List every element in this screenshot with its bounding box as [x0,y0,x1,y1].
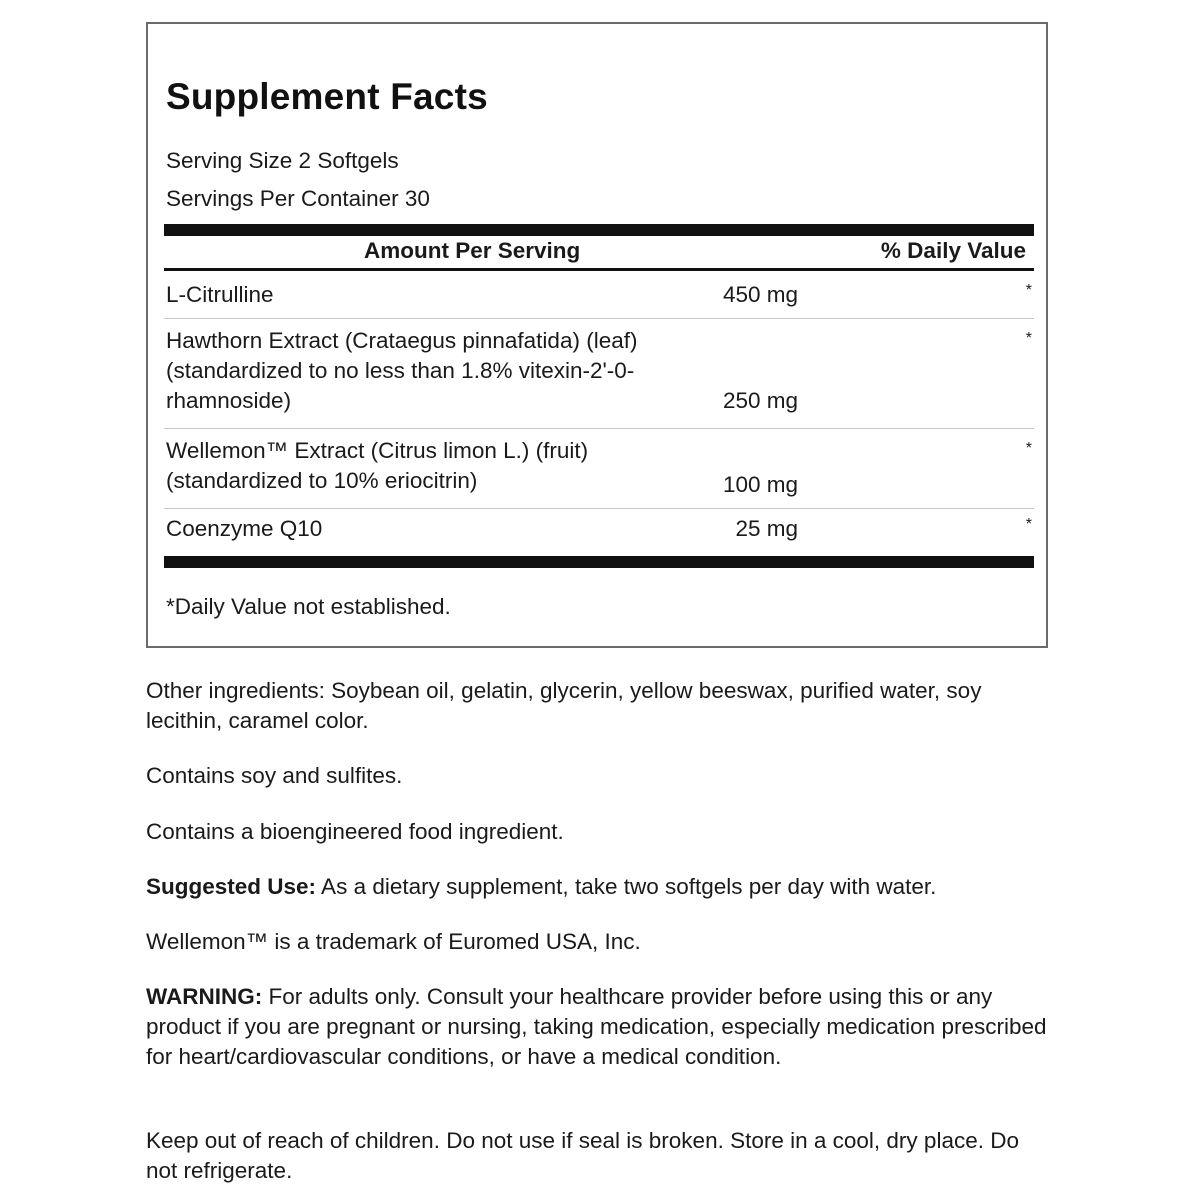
daily-value-footnote: *Daily Value not established. [166,594,451,619]
ingredient-name [166,436,706,496]
ingredient-dv: * [1025,282,1032,299]
warning-label: WARNING: [146,984,263,1009]
warning-statement [146,982,1056,1072]
other-ingredients: Other ingredients: Soybean oil, gelatin, glycerin, yellow beeswax, purified water, soy lecithin, caramel color. [146,678,982,733]
ingredient-dv: * [1025,440,1032,457]
bioengineered-statement: Contains a bioengineered food ingredient. [146,819,564,844]
facts-title: Supplement Facts [166,76,488,117]
ingredient-name: L-Citrulline [166,282,274,307]
suggested-use-label: Suggested Use: [146,874,317,899]
top-divider-bar [164,224,1034,236]
amount-per-serving-header: Amount Per Serving [364,238,581,263]
ingredient-row [164,510,1034,554]
ingredient-row [164,430,1034,509]
warning-text: For adults only. Consult your healthcare provider before using this or any product if you are pregnant or nursing, taking medication, especially medication prescribed for heart/cardiovascular conditions, or have a medical condition. [146,984,1047,1069]
suggested-use [146,872,1056,902]
ingredient-amount: 100 mg [722,472,798,497]
ingredient-name-line: (standardized to 10% eriocitrin) [166,468,478,493]
ingredient-name-line: rhamnoside) [166,388,292,413]
suggested-use-text: As a dietary supplement, take two softgels per day with water. [316,874,937,899]
ingredient-amount: 25 mg [735,516,798,541]
ingredient-row [164,320,1034,429]
ingredient-amount: 450 mg [722,282,798,307]
allergen-statement: Contains soy and sulfites. [146,763,403,788]
daily-value-header: % Daily Value [880,238,1026,263]
ingredient-name [166,326,706,416]
supplement-facts-panel [146,22,1048,648]
serving-size: Serving Size 2 Softgels [166,148,399,173]
facts-header-row [164,238,1034,271]
bottom-divider-bar [164,556,1034,568]
ingredient-name-line: (standardized to no less than 1.8% vitexin-2'-0- [166,358,635,383]
trademark-notice: Wellemon™ is a trademark of Euromed USA, Inc. [146,929,641,954]
ingredient-name: Coenzyme Q10 [166,516,323,541]
ingredient-row [164,274,1034,319]
ingredient-dv: * [1025,516,1032,533]
ingredient-amount: 250 mg [722,388,798,413]
ingredient-dv: * [1025,330,1032,347]
ingredient-name-line: Wellemon™ Extract (Citrus limon L.) (fruit) [166,438,589,463]
storage-statement: Keep out of reach of children. Do not use if seal is broken. Store in a cool, dry place. Do not refrigerate. [146,1128,1019,1183]
servings-per-container: Servings Per Container 30 [166,186,430,211]
ingredient-name-line: Hawthorn Extract (Crataegus pinnafatida) (leaf) [166,328,638,353]
